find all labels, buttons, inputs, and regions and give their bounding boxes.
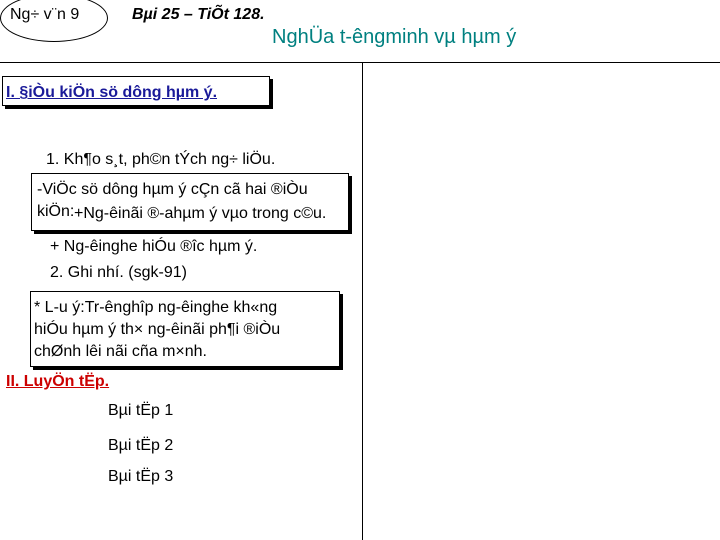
column-divider: [362, 62, 363, 540]
section1-title: I. §iÒu kiÖn sö dông hµm ý.: [6, 84, 218, 101]
exercise-2: Bµi tËp 2: [108, 437, 174, 454]
header-divider: [0, 62, 720, 63]
note-line-3: chØnh lêi nãi cña m×nh.: [34, 343, 207, 360]
page-title: NghÜa t-êngminh vµ hµm ý: [272, 26, 517, 48]
point2-text: 2. Ghi nhí. (sgk-91): [50, 264, 187, 281]
exercise-1: Bµi tËp 1: [108, 402, 174, 419]
note-line-1: * L-u ý:Tr-ênghîp ng-êinghe kh«ng: [34, 299, 278, 316]
exercise-3: Bµi tËp 3: [108, 468, 174, 485]
note-line-2: hiÓu hµm ý th× ng-êinãi ph¶i ®iÒu: [34, 321, 281, 338]
subject-label: Ng÷ v¨n 9: [10, 6, 80, 23]
bullet-line-1: -ViÖc sö dông hµm ý cÇn cã hai ®iÒu: [37, 181, 308, 198]
point1-text: 1. Kh¶o s¸t, ph©n tÝch ng÷ liÖu.: [46, 151, 276, 168]
lesson-number: Bµi 25 – TiÕt 128.: [132, 6, 265, 23]
bullet-line-2: +Ng-êinãi ®-ahµm ý vµo trong c©u.: [74, 205, 327, 222]
bullet-line-2-label: kiÖn:: [37, 203, 75, 220]
section2-title: II. LuyÖn tËp.: [6, 373, 110, 390]
bullet-line-3: + Ng-êinghe hiÓu ®îc hµm ý.: [50, 238, 258, 255]
